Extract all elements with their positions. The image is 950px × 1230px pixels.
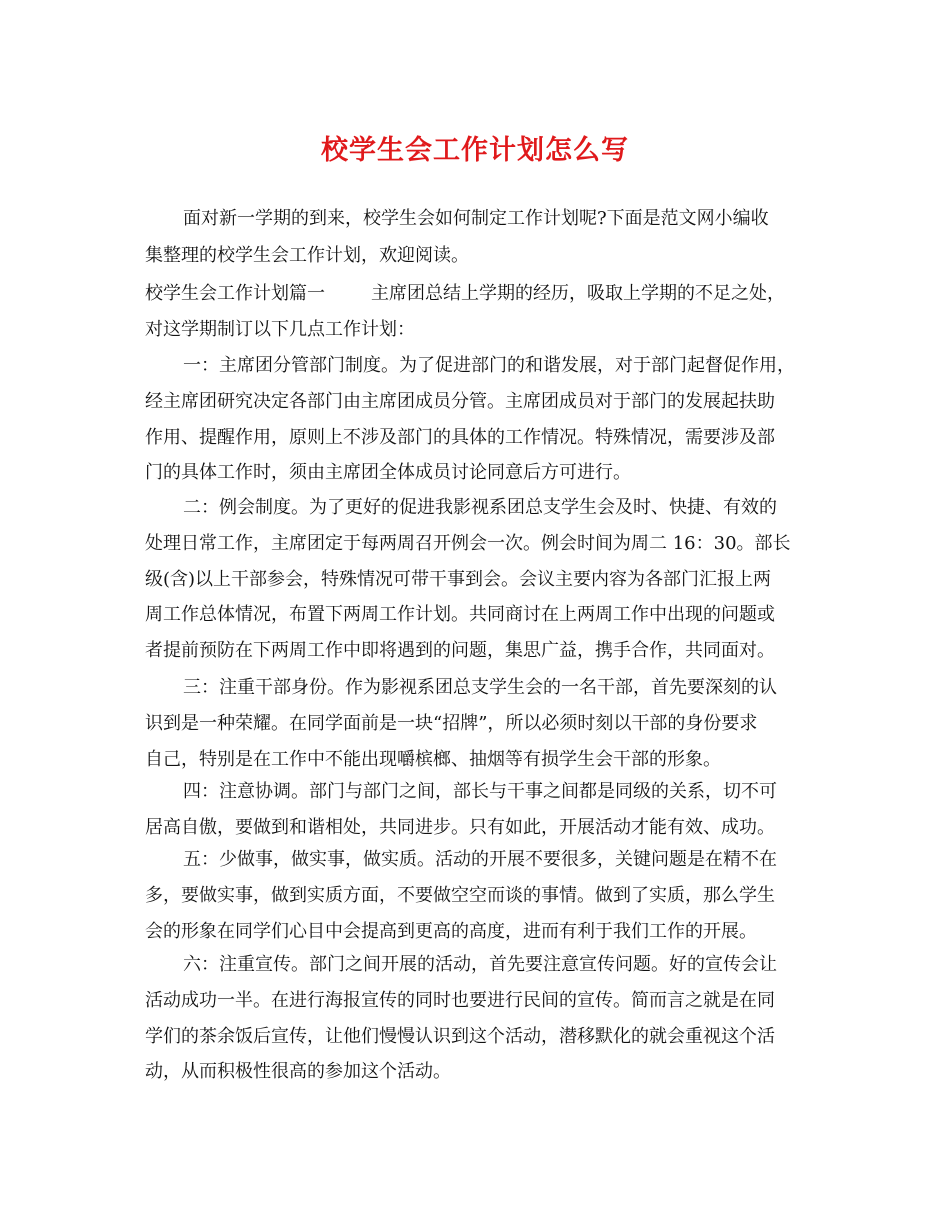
paragraph-5-line-2: 多，要做实事，做到实质方面，不要做空空而谈的事情。做到了实质，那么学生 bbox=[145, 884, 775, 906]
paragraph-6-line-3: 学们的茶余饭后宣传，让他们慢慢认识到这个活动，潜移默化的就会重视这个活 bbox=[145, 1025, 775, 1047]
document-title: 校学生会工作计划怎么写 bbox=[321, 135, 629, 166]
intro-line-1: 面对新一学期的到来，校学生会如何制定工作计划呢?下面是范文网小编收 bbox=[183, 208, 769, 229]
paragraph-4-line-2: 居高自傲，要做到和谐相处，共同进步。只有如此，开展活动才能有效、成功。 bbox=[145, 816, 775, 838]
paragraph-6-line-4: 动，从而积极性很高的参加这个活动。 bbox=[145, 1061, 451, 1083]
paragraph-5-line-1: 五：少做事，做实事，做实质。活动的开展不要很多，关键问题是在精不在 bbox=[183, 849, 777, 870]
paragraph-2-line-2: 处理日常工作，主席团定于每两周召开例会一次。例会时间为周二 16：30。部长 bbox=[145, 532, 791, 554]
paragraph-2-line-4: 周工作总体情况，布置下两周工作计划。共同商讨在上两周工作中出现的问题或 bbox=[145, 604, 775, 626]
paragraph-1-line-2: 经主席团研究决定各部门由主席团成员分管。主席团成员对于部门的发展起扶助 bbox=[145, 390, 775, 412]
paragraph-5-line-3: 会的形象在同学们心目中会提高到更高的高度，进而有利于我们工作的开展。 bbox=[145, 920, 757, 942]
section-heading: 校学生会工作计划篇一 bbox=[145, 283, 325, 304]
paragraph-3-line-3: 自己，特别是在工作中不能出现嚼槟榔、抽烟等有损学生会干部的形象。 bbox=[145, 748, 721, 770]
paragraph-1-line-4: 门的具体工作时，须由主席团全体成员讨论同意后方可进行。 bbox=[145, 462, 631, 484]
paragraph-2-line-5: 者提前预防在下两周工作中即将遇到的问题，集思广益，携手合作，共同面对。 bbox=[145, 640, 775, 662]
paragraph-1-line-3: 作用、提醒作用，原则上不涉及部门的具体的工作情况。特殊情况，需要涉及部 bbox=[145, 426, 775, 448]
paragraph-6-line-2: 活动成功一半。在进行海报宣传的同时也要进行民间的宣传。简而言之就是在同 bbox=[145, 989, 775, 1011]
section-heading-line bbox=[145, 282, 785, 306]
paragraph-6-line-1: 六：注重宣传。部门之间开展的活动，首先要注意宣传问题。好的宣传会让 bbox=[183, 954, 777, 975]
intro-line-2: 集整理的校学生会工作计划，欢迎阅读。 bbox=[145, 245, 469, 266]
paragraph-3-line-1: 三：注重干部身份。作为影视系团总支学生会的一名干部，首先要深刻的认 bbox=[183, 677, 777, 698]
paragraph-2-line-1: 二：例会制度。为了更好的促进我影视系团总支学生会及时、快捷、有效的 bbox=[183, 497, 777, 518]
paragraph-4-line-1: 四：注意协调。部门与部门之间，部长与干事之间都是同级的关系，切不可 bbox=[183, 781, 777, 802]
paragraph-2-line-3: 级(含)以上干部参会，特殊情况可带干事到会。会议主要内容为各部门汇报上两 bbox=[145, 568, 772, 590]
section-intro-line-2: 对这学期制订以下几点工作计划： bbox=[145, 319, 415, 340]
paragraph-1-line-1: 一：主席团分管部门制度。为了促进部门的和谐发展，对于部门起督促作用， bbox=[183, 355, 795, 376]
paragraph-3-line-2: 识到是一种荣耀。在同学面前是一块“招牌”，所以必须时刻以干部的身份要求 bbox=[145, 712, 758, 734]
section-intro-line-1: 主席团总结上学期的经历，吸取上学期的不足之处， bbox=[371, 283, 785, 304]
